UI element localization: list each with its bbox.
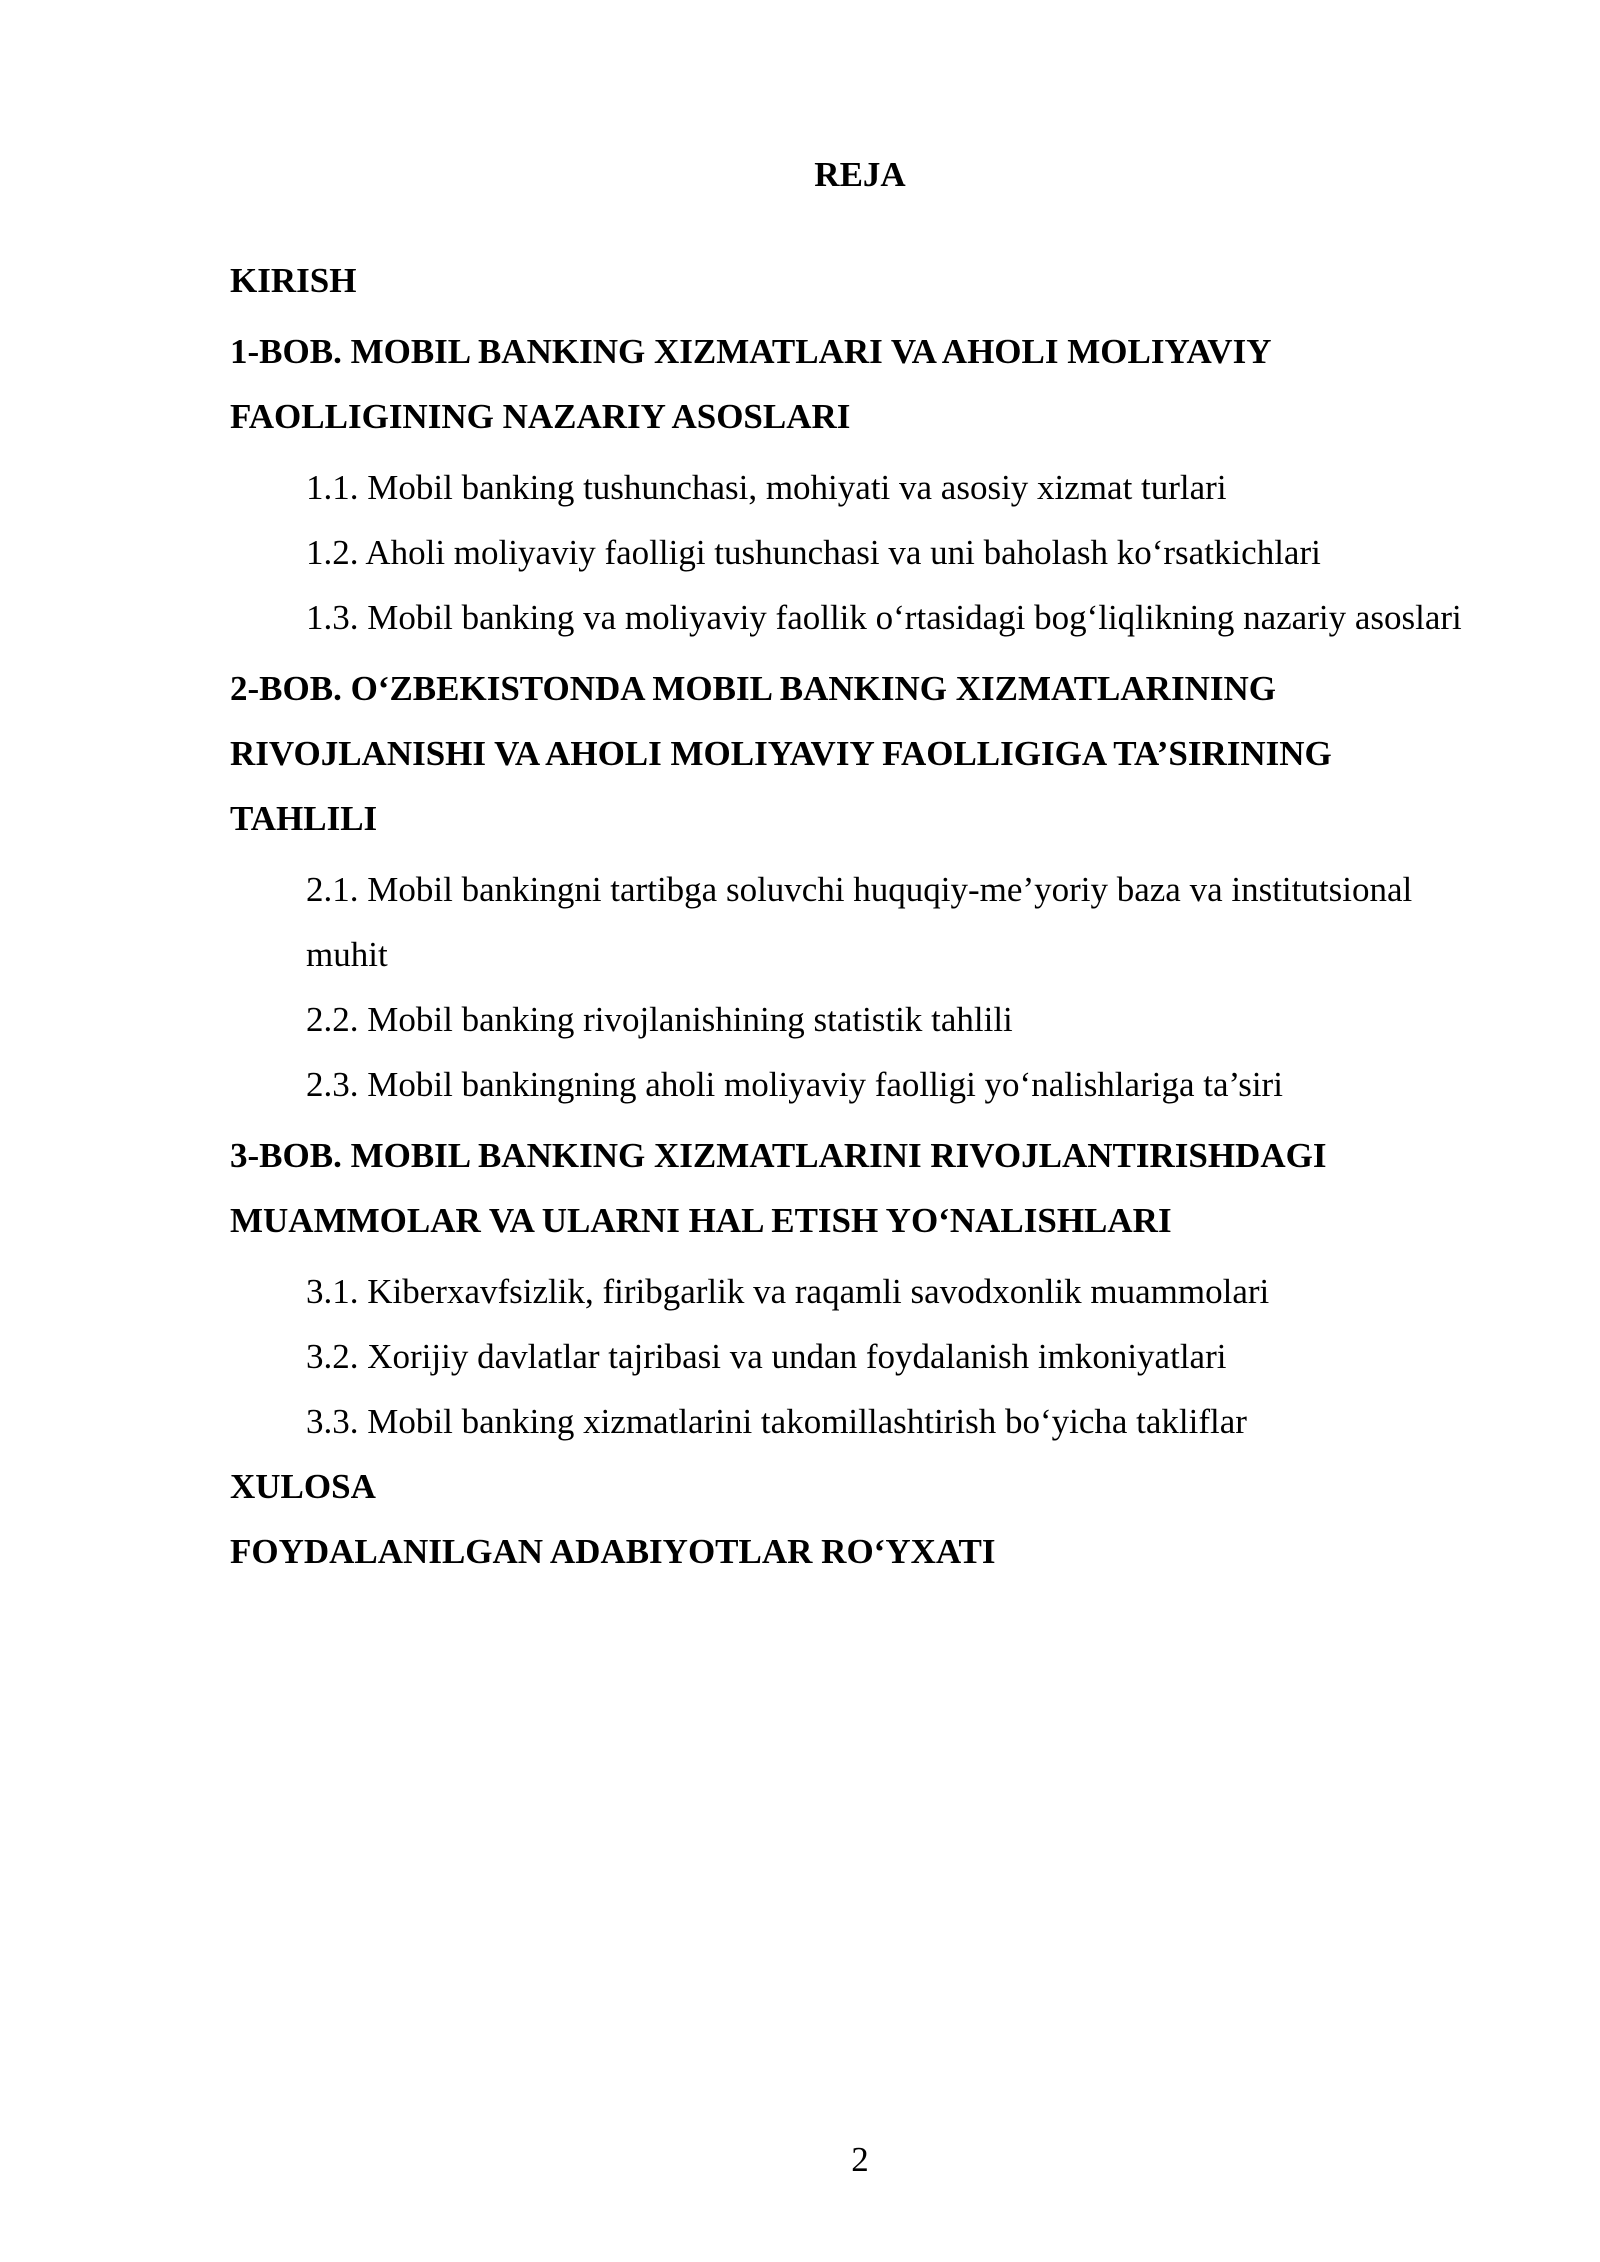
toc-item-introduction: KIRISH: [230, 261, 357, 300]
toc-subsection-2-3: 2.3. Mobil bankingning aholi moliyaviy faolligi yo‘nalishlariga ta’siri: [306, 1065, 1283, 1104]
table-of-contents: [230, 248, 1470, 1584]
toc-subsection-2-1: 2.1. Mobil bankingni tartibga soluvchi huquqiy-me’yoriy baza va institutsional muhit: [306, 870, 1413, 974]
page-number: 2: [851, 2140, 869, 2179]
toc-subsection-1-2: 1.2. Aholi moliyaviy faolligi tushunchasi va uni baholash ko‘rsatkichlari: [306, 533, 1321, 572]
toc-subsection-3-2: 3.2. Xorijiy davlatlar tajribasi va undan foydalanish imkoniyatlari: [306, 1337, 1227, 1376]
toc-chapter-3: 3-BOB. MOBIL BANKING XIZMATLARINI RIVOJLANTIRISHDAGI MUAMMOLAR VA ULARNI HAL ETISH YO‘NALISHLARI: [230, 1136, 1327, 1240]
toc-subsection-3-1: 3.1. Kiberxavfsizlik, firibgarlik va raqamli savodxonlik muammolari: [306, 1272, 1270, 1311]
toc-chapter-2: 2-BOB. O‘ZBEKISTONDA MOBIL BANKING XIZMATLARINING RIVOJLANISHI VA AHOLI MOLIYAVIY FAOLLIGIGA TA’SIRINING TAHLILI: [230, 669, 1332, 838]
toc-subsection-3-3: 3.3. Mobil banking xizmatlarini takomillashtirish bo‘yicha takliflar: [306, 1402, 1247, 1441]
page-title: REJA: [814, 155, 906, 194]
toc-subsection-1-1: 1.1. Mobil banking tushunchasi, mohiyati va asosiy xizmat turlari: [306, 468, 1227, 507]
toc-subsection-1-3: 1.3. Mobil banking va moliyaviy faollik o‘rtasidagi bog‘liqlikning nazariy asoslari: [306, 598, 1462, 637]
toc-chapter-1: 1-BOB. MOBIL BANKING XIZMATLARI VA AHOLI MOLIYAVIY FAOLLIGINING NAZARIY ASOSLARI: [230, 332, 1271, 436]
toc-item-conclusion: XULOSA: [230, 1467, 376, 1506]
toc-item-references: FOYDALANILGAN ADABIYOTLAR RO‘YXATI: [230, 1532, 996, 1571]
toc-subsection-2-2: 2.2. Mobil banking rivojlanishining statistik tahlili: [306, 1000, 1013, 1039]
